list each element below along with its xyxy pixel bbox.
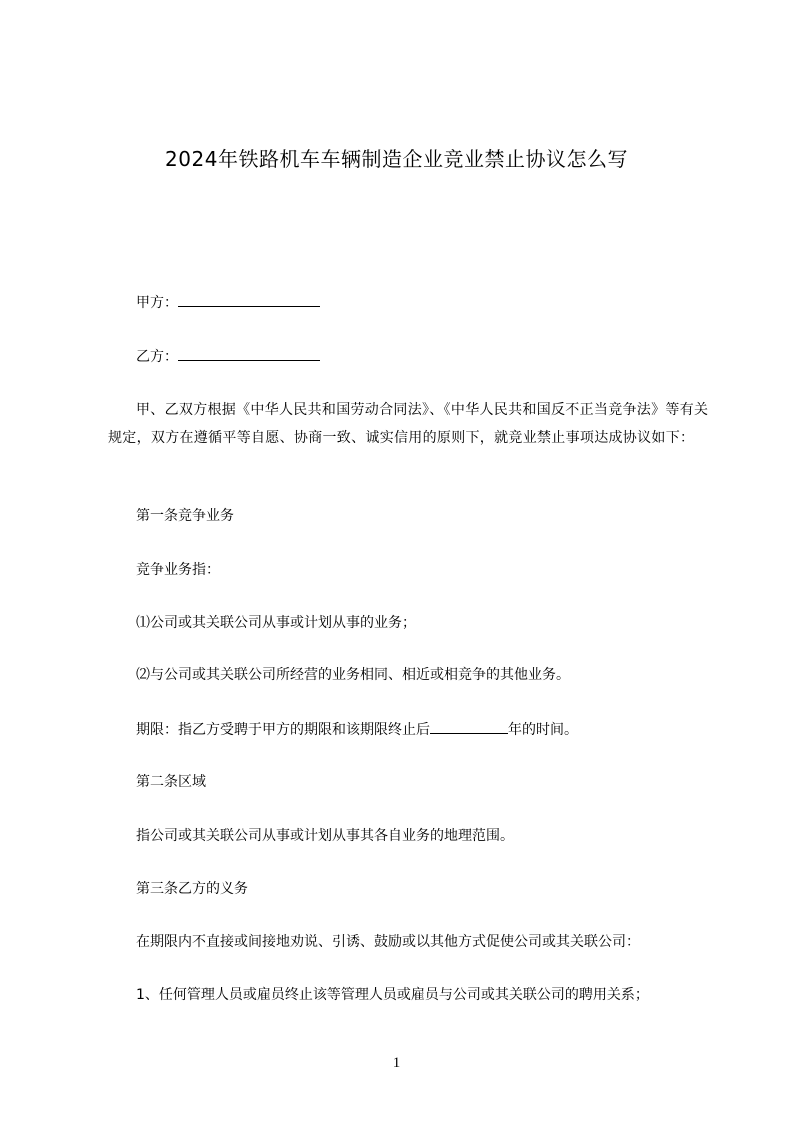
document-title: 2024年铁路机车车辆制造企业竞业禁止协议怎么写 [165,147,628,171]
page-number: 1 [392,1055,401,1071]
competitive-business-label: 竞争业务指： [136,562,220,578]
party-b-label: 乙方： [136,349,178,365]
obligation-intro: 在期限内不直接或间接地劝说、引诱、鼓励或以其他方式促使公司或其关联公司： [136,934,640,950]
term-years-blank [430,718,508,734]
article-3-title: 第三条乙方的义务 [136,881,248,897]
region-text: 指公司或其关联公司从事或计划从事其各自业务的地理范围。 [136,828,514,844]
article-1-title: 第一条竞争业务 [136,508,234,524]
term-prefix: 期限：指乙方受聘于甲方的期限和该期限终止后 [136,722,430,738]
party-a-label: 甲方： [136,295,178,311]
obligation-item-1: 1、任何管理人员或雇员终止该等管理人员或雇员与公司或其关联公司的聘用关系； [136,987,649,1003]
competitive-business-item-1: ⑴公司或其关联公司从事或计划从事的业务； [136,615,416,631]
article-2-title: 第二条区域 [136,774,206,790]
party-a-line [136,291,320,313]
intro-paragraph: 甲、乙双方根据《中华人民共和国劳动合同法》、《中华人民共和国反不正当竞争法》等有关规定，双方在遵循平等自愿、协商一致、诚实信用的原则下，就竞业禁止事项达成协议如下： [108,402,709,446]
competitive-business-item-2: ⑵与公司或其关联公司所经营的业务相同、相近或相竞争的其他业务。 [136,667,570,683]
party-b-line [136,345,320,367]
term-line [136,718,578,740]
party-a-blank [178,291,320,307]
party-b-blank [178,345,320,361]
term-suffix: 年的时间。 [508,722,578,738]
